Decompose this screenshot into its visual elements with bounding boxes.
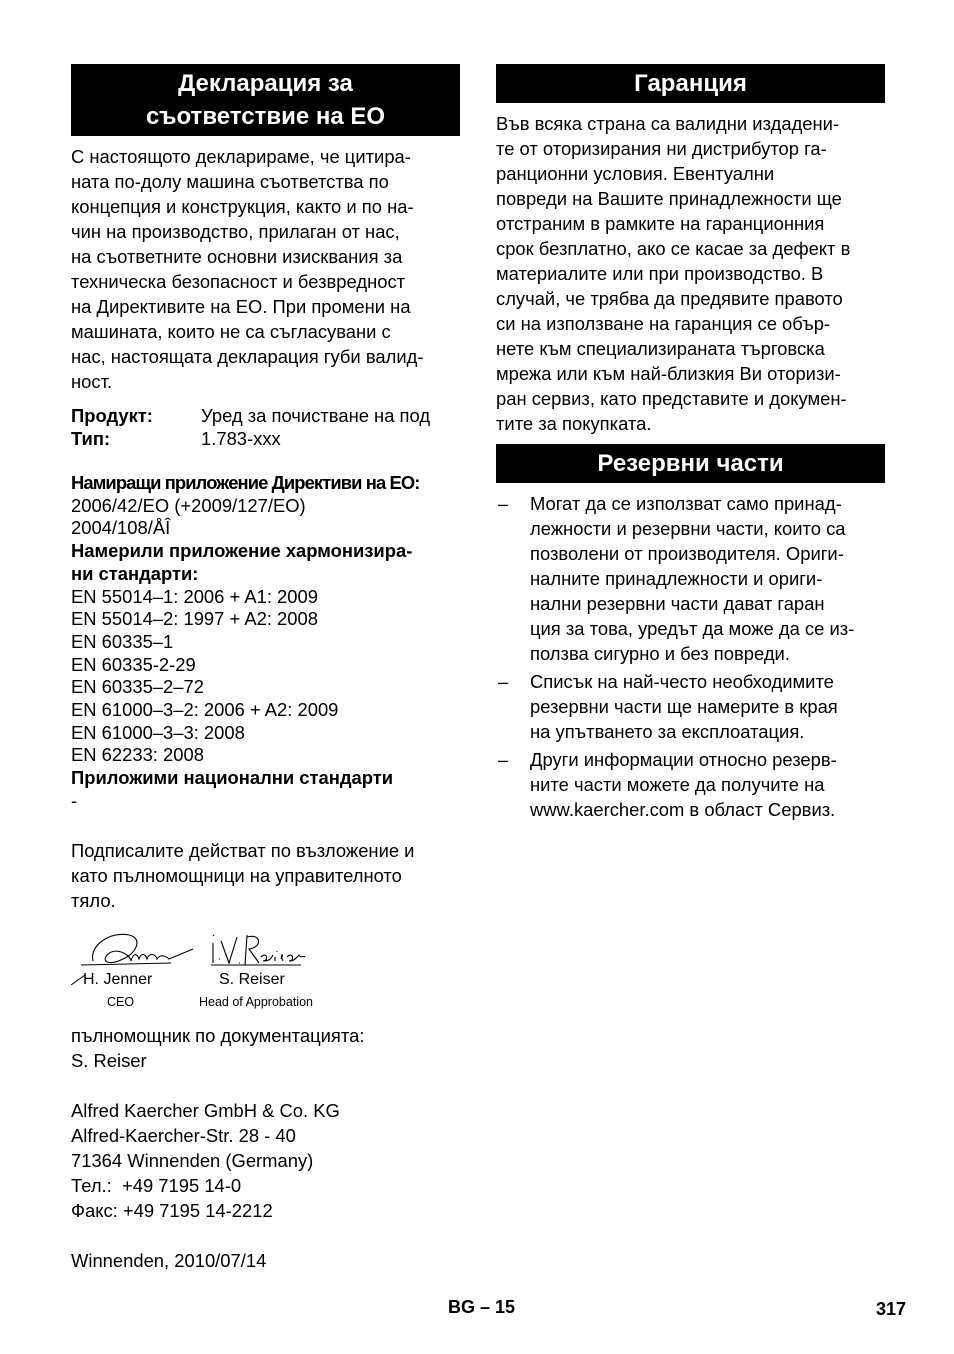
- declaration-heading-line2: съответствие на ЕО: [145, 103, 386, 130]
- company-address: [71, 1098, 460, 1223]
- intro-line: на съответните основни изисквания за: [71, 246, 403, 267]
- address-line: Факс: +49 7195 14-2212: [71, 1199, 273, 1221]
- standard-item: EN 61000–3–3: 2008: [71, 721, 245, 743]
- national-standards-heading: Приложими национални стандарти: [71, 767, 394, 789]
- standard-item: EN 60335–1: [71, 630, 174, 652]
- warranty-line: тите за покупката.: [496, 413, 652, 434]
- type-label: Тип:: [71, 427, 111, 449]
- product-value: Уред за почистване на под: [201, 405, 431, 426]
- declaration-heading: [71, 64, 460, 136]
- intro-line: на Директивите на ЕО. При промени на: [71, 296, 411, 317]
- type-value: 1.783-xxx: [201, 427, 281, 449]
- list-item-line: ползва сигурно и без повреди.: [530, 643, 790, 664]
- list-item-line: Могат да се използват само принад-: [530, 493, 842, 514]
- intro-line: нас, настоящата декларация губи валид-: [71, 346, 424, 367]
- intro-line: ност.: [71, 371, 113, 392]
- list-item-line: на упътването за експлоатация.: [530, 721, 805, 742]
- signature-reiser: [213, 935, 305, 965]
- list-item-line: нални резервни части дават гаран: [530, 593, 825, 614]
- intro-line: машината, които не са съгласувани с: [71, 321, 391, 342]
- intro-line: С настоящото декларираме, че цитира-: [71, 146, 411, 167]
- list-item-line: резервни части ще намерите в края: [530, 696, 838, 717]
- product-info: [71, 405, 460, 450]
- signer1-name: H. Jenner: [83, 970, 153, 988]
- signatories-note: [71, 838, 460, 913]
- list-item-line: налните принадлежности и ориги-: [530, 568, 823, 589]
- declaration-column: [71, 64, 460, 1273]
- list-item: [496, 491, 885, 666]
- warranty-line: ранционни условия. Евентуални: [496, 163, 775, 184]
- directive-item: 2004/108/ÅÎ: [71, 517, 171, 539]
- signer2-name: S. Reiser: [219, 970, 285, 988]
- address-line: Alfred-Kaercher-Str. 28 - 40: [71, 1124, 296, 1146]
- right-column: [496, 64, 885, 825]
- standard-item: EN 60335-2-29: [71, 653, 196, 675]
- warranty-line: те от оторизирания ни дистрибутор га-: [496, 138, 827, 159]
- declaration-intro: [71, 144, 460, 394]
- warranty-line: мрежа или към най-близкия Ви оторизи-: [496, 363, 841, 384]
- standard-item: EN 61000–3–2: 2006 + A2: 2009: [71, 699, 339, 721]
- directives-heading: Намиращи приложение Директиви на ЕО:: [71, 472, 420, 493]
- directives-block: [71, 472, 460, 813]
- list-item: [496, 747, 885, 822]
- spare-parts-list: [496, 491, 885, 822]
- docs-name: S. Reiser: [71, 1049, 147, 1071]
- signatories-line: тяло.: [71, 889, 116, 911]
- list-item-line: www.kaercher.com в област Сервиз.: [530, 799, 836, 820]
- list-item-line: лежности и резервни части, които са: [530, 518, 846, 539]
- standards-heading: Намерили приложение хармонизира-: [71, 540, 413, 562]
- documentation-authority: [71, 1023, 460, 1073]
- list-item-line: ните части можете да получите на: [530, 774, 825, 795]
- intro-line: техническа безопасност и безвредност: [71, 271, 406, 292]
- list-item-line: Други информации относно резерв-: [530, 749, 837, 770]
- spare-parts-heading: Резервни части: [496, 444, 885, 483]
- signatories-line: Подписалите действат по възложение и: [71, 839, 415, 861]
- warranty-line: отстраним в рамките на гаранционния: [496, 213, 825, 234]
- bullet-dash: –: [498, 749, 509, 770]
- bullet-dash: –: [498, 671, 509, 692]
- section-page-label: BG – 15: [448, 1297, 516, 1317]
- page-number: 317: [876, 1299, 907, 1319]
- warranty-line: си на използване на гаранция се обър-: [496, 313, 831, 334]
- declaration-heading-line1: Декларация за: [178, 70, 353, 97]
- standards-heading: ни стандарти:: [71, 562, 199, 584]
- docs-label: пълномощник по документацията:: [71, 1024, 365, 1046]
- warranty-line: повреди на Вашите принадлежности ще: [496, 188, 842, 209]
- standard-item: EN 60335–2–72: [71, 676, 204, 698]
- warranty-line: нете към специализираната търговска: [496, 338, 825, 359]
- signer1-role: CEO: [107, 994, 135, 1009]
- warranty-heading: Гаранция: [496, 64, 885, 103]
- warranty-line: материалите или при производство. В: [496, 263, 824, 284]
- product-label: Продукт:: [71, 405, 153, 426]
- signer2-role: Head of Approbation: [199, 994, 313, 1009]
- intro-line: ната по-долу машина съответства по: [71, 171, 389, 192]
- list-item-line: Списък на най-често необходимите: [530, 671, 834, 692]
- warranty-text: [496, 111, 885, 436]
- address-line: Alfred Kaercher GmbH & Co. KG: [71, 1099, 340, 1121]
- warranty-line: случай, че трябва да предявите правото: [496, 288, 843, 309]
- warranty-line: ран сервиз, като представите и докумен-: [496, 388, 847, 409]
- intro-line: концепция и конструкция, както и по на-: [71, 196, 414, 217]
- address-line: Тел.: +49 7195 14-0: [71, 1174, 242, 1196]
- list-item-line: позволени от производителя. Ориги-: [530, 543, 844, 564]
- standard-item: EN 55014–2: 1997 + A2: 2008: [71, 608, 318, 630]
- warranty-line: срок безплатно, ако се касае за дефект в: [496, 238, 851, 259]
- standard-item: EN 62233: 2008: [71, 744, 204, 766]
- signatures: [71, 923, 460, 1015]
- intro-line: чин на производство, прилаган от нас,: [71, 221, 400, 242]
- standard-item: EN 55014–1: 2006 + A1: 2009: [71, 585, 318, 607]
- signature-jenner: [93, 934, 193, 962]
- warranty-line: Във всяка страна са валидни издадени-: [496, 113, 840, 134]
- national-standards-value: -: [71, 789, 78, 811]
- directive-item: 2006/42/ЕО (+2009/127/ЕО): [71, 494, 306, 516]
- address-line: 71364 Winnenden (Germany): [71, 1149, 314, 1171]
- list-item: [496, 669, 885, 744]
- bullet-dash: –: [498, 493, 509, 514]
- list-item-line: ция за това, уредът да може да се из-: [530, 618, 855, 639]
- signatories-line: като пълномощници на управителното: [71, 864, 402, 886]
- place-date: Winnenden, 2010/07/14: [71, 1249, 267, 1271]
